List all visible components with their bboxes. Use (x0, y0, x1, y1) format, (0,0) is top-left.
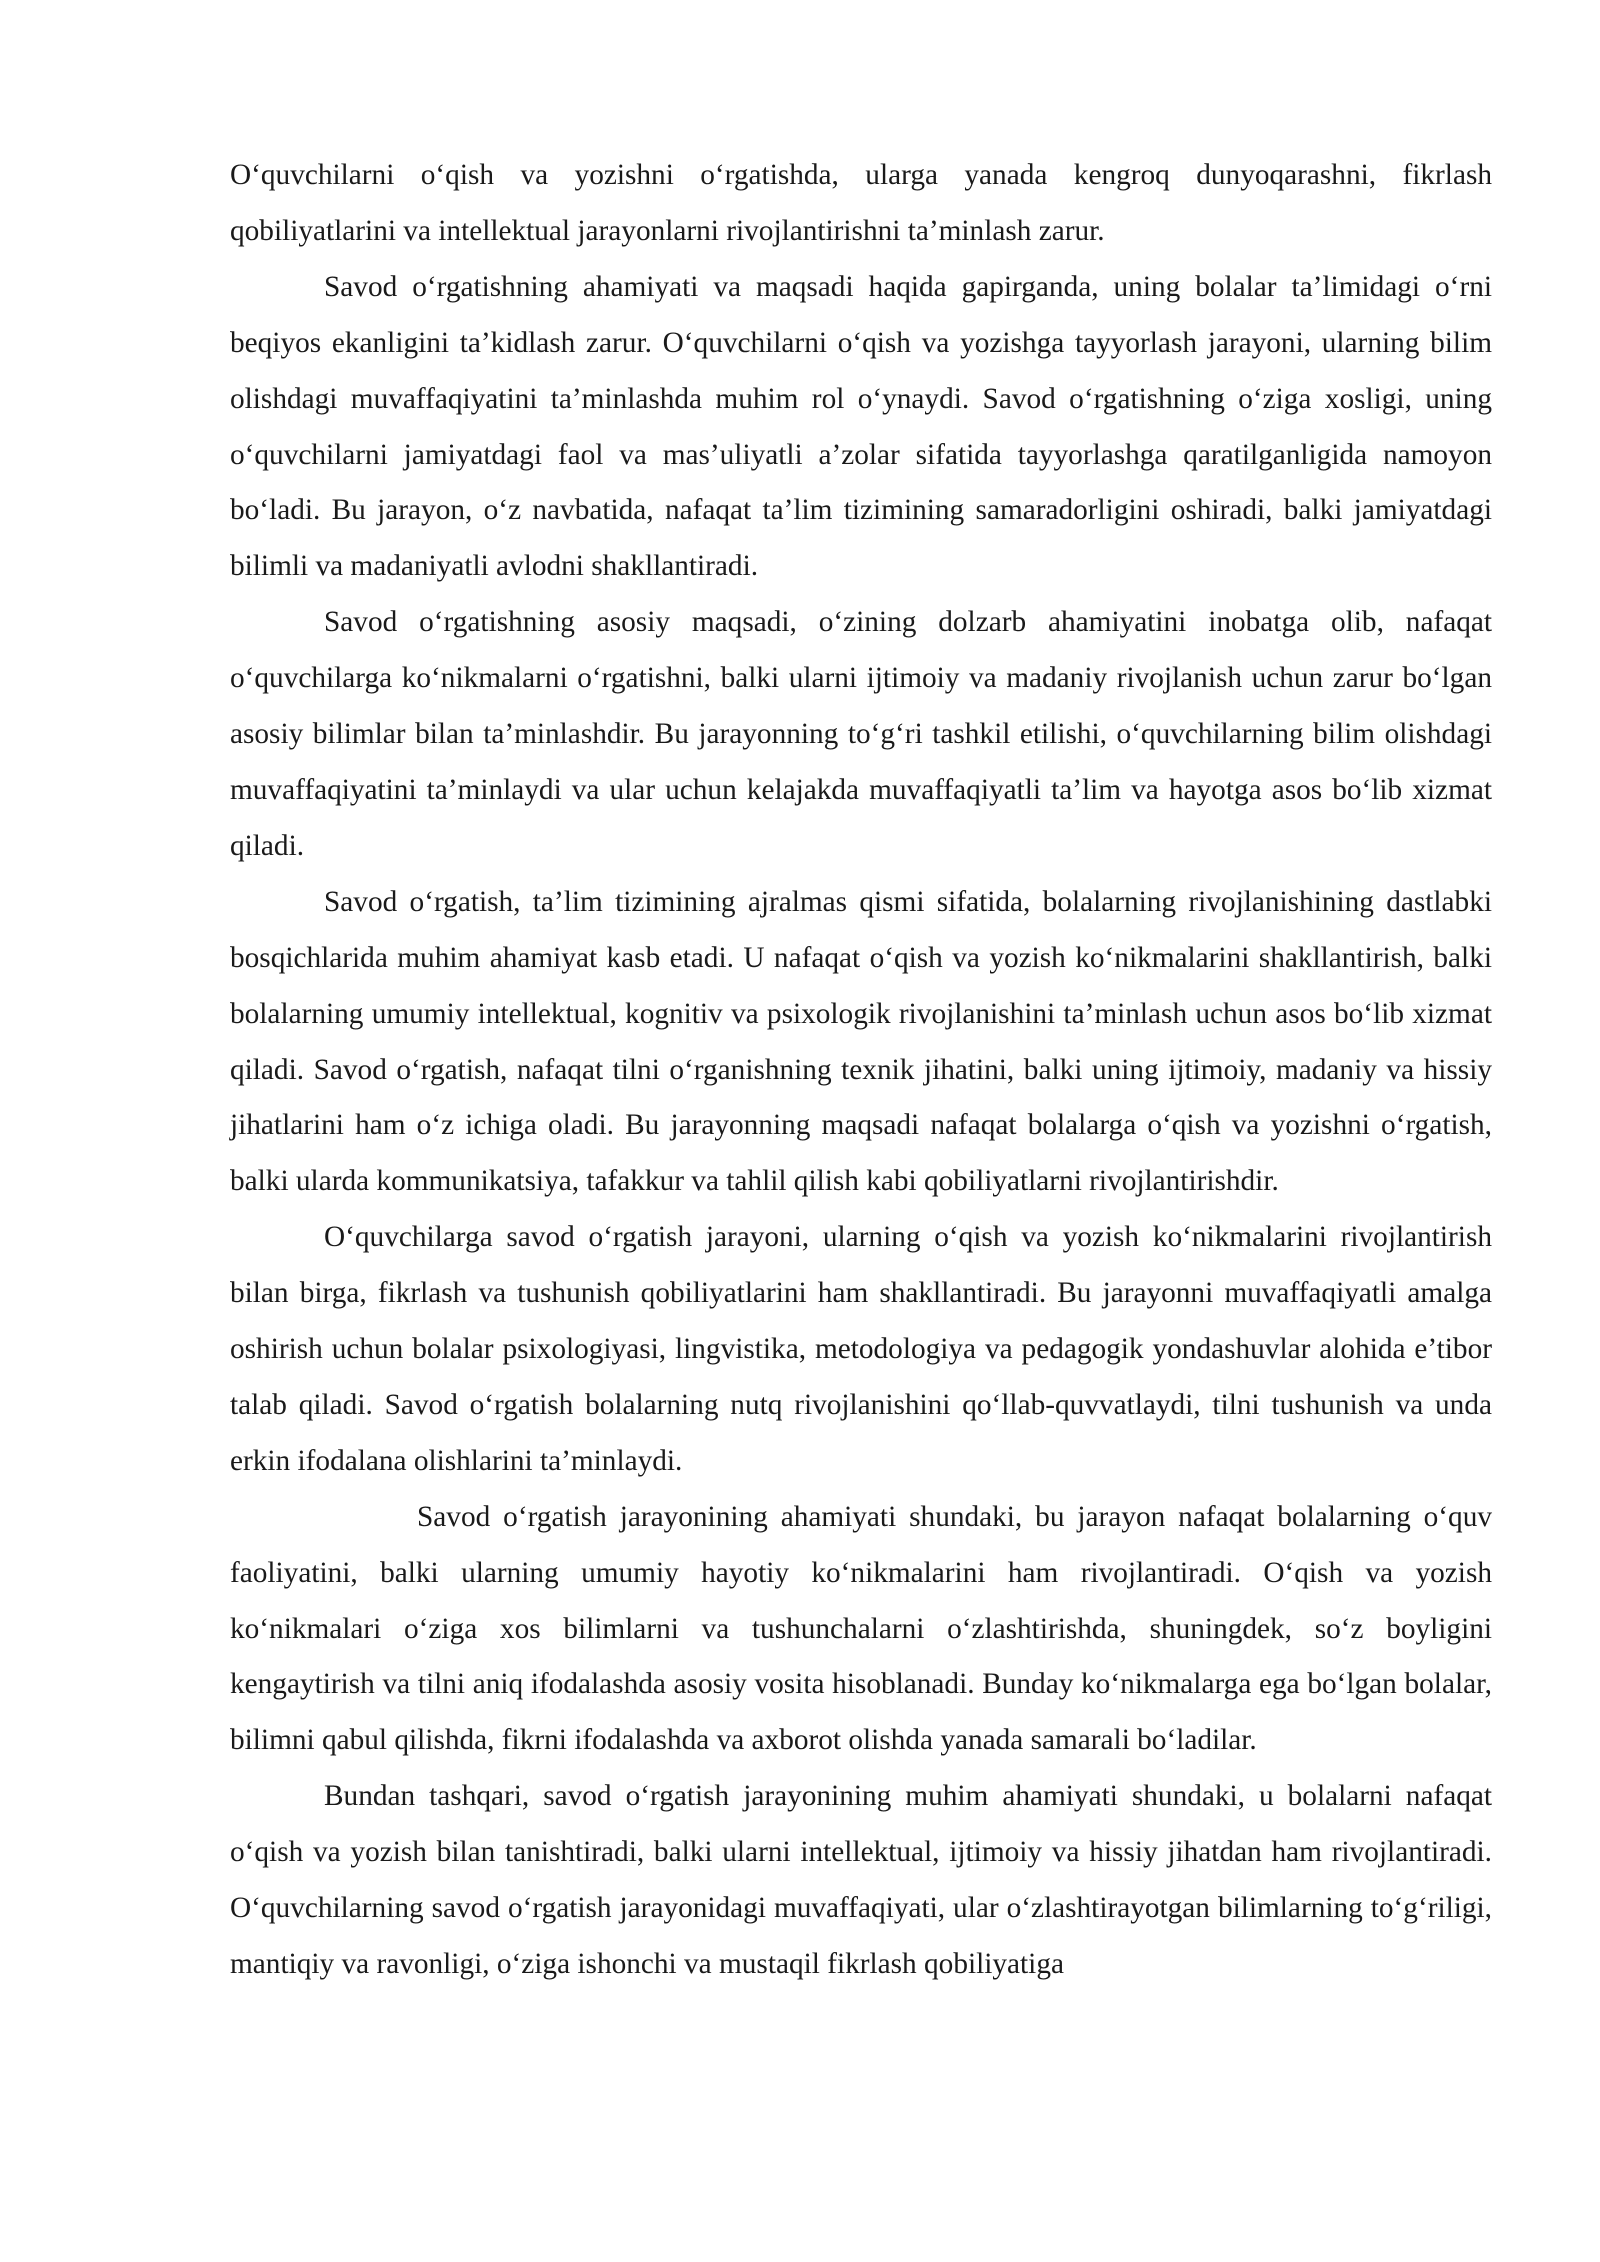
paragraph-3: Savod o‘rgatishning asosiy maqsadi, o‘zining dolzarb ahamiyatini inobatga olib, nafaqat o‘quvchilarga ko‘nikmalarni o‘rgatishni, balki ularni ijtimoiy va madaniy rivojlanish uchun zarur bo‘lgan asosiy bilimlar bilan ta’minlashdir. Bu jarayonning to‘g‘ri tashkil etilishi, o‘quvchilarning bilim olishdagi muvaffaqiyatini ta’minlaydi va ular uchun kelajakda muvaffaqiyatli ta’lim va hayotga asos bo‘lib xizmat qiladi. (230, 606, 1492, 862)
paragraph-1: O‘quvchilarni o‘qish va yozishni o‘rgatishda, ularga yanada kengroq dunyoqarashni, fikrlash qobiliyatlarini va intellektual jarayonlarni rivojlantirishni ta’minlash zarur. (230, 159, 1492, 247)
paragraph-7: Bundan tashqari, savod o‘rgatish jarayonining muhim ahamiyati shundaki, u bolalarni nafaqat o‘qish va yozish bilan tanishtiradi, balki ularni intellektual, ijtimoiy va hissiy jihatdan ham rivojlantiradi. O‘quvchilarning savod o‘rgatish jarayonidagi muvaffaqiyati, ular o‘zlashtirayotgan bilimlarning to‘g‘riligi, mantiqiy va ravonligi, o‘ziga ishonchi va mustaqil fikrlash qobiliyatiga (230, 1780, 1492, 1980)
paragraph-4: Savod o‘rgatish, ta’lim tizimining ajralmas qismi sifatida, bolalarning rivojlanishining dastlabki bosqichlarida muhim ahamiyat kasb etadi. U nafaqat o‘qish va yozish ko‘nikmalarini shakllantirish, balki bolalarning umumiy intellektual, kognitiv va psixologik rivojlanishini ta’minlash uchun asos bo‘lib xizmat qiladi. Savod o‘rgatish, nafaqat tilni o‘rganishning texnik jihatini, balki uning ijtimoiy, madaniy va hissiy jihatlarini ham o‘z ichiga oladi. Bu jarayonning maqsadi nafaqat bolalarga o‘qish va yozishni o‘rgatish, balki ularda kommunikatsiya, tafakkur va tahlil qilish kabi qobiliyatlarni rivojlantirishdir. (230, 885, 1492, 1198)
paragraph-6: Savod o‘rgatish jarayonining ahamiyati shundaki, bu jarayon nafaqat bolalarning o‘quv faoliyatini, balki ularning umumiy hayotiy ko‘nikmalarini ham rivojlantiradi. O‘qish va yozish ko‘nikmalari o‘ziga xos bilimlarni va tushunchalarni o‘zlashtirishda, shuningdek, so‘z boyligini kengaytirish va tilni aniq ifodalashda asosiy vosita hisoblanadi. Bunday ko‘nikmalarga ega bo‘lgan bolalar, bilimni qabul qilishda, fikrni ifodalashda va axborot olishda yanada samarali bo‘ladilar. (230, 1500, 1492, 1757)
paragraph-2: Savod o‘rgatishning ahamiyati va maqsadi haqida gapirganda, uning bolalar ta’limidagi o‘rni beqiyos ekanligini ta’kidlash zarur. O‘quvchilarni o‘qish va yozishga tayyorlash jarayoni, ularning bilim olishdagi muvaffaqiyatini ta’minlashda muhim rol o‘ynaydi. Savod o‘rgatishning o‘ziga xosligi, uning o‘quvchilarni jamiyatdagi faol va mas’uliyatli a’zolar sifatida tayyorlashga qaratilganligida namoyon bo‘ladi. Bu jarayon, o‘z navbatida, nafaqat ta’lim tizimining samaradorligini oshiradi, balki jamiyatdagi bilimli va madaniyatli avlodni shakllantiradi. (230, 270, 1492, 583)
document-page (230, 148, 1492, 1993)
paragraph-5: O‘quvchilarga savod o‘rgatish jarayoni, ularning o‘qish va yozish ko‘nikmalarini rivojlantirish bilan birga, fikrlash va tushunish qobiliyatlarini ham shakllantiradi. Bu jarayonni muvaffaqiyatli amalga oshirish uchun bolalar psixologiyasi, lingvistika, metodologiya va pedagogik yondashuvlar alohida e’tibor talab qiladi. Savod o‘rgatish bolalarning nutq rivojlanishini qo‘llab-quvvatlaydi, tilni tushunish va unda erkin ifodalana olishlarini ta’minlaydi. (230, 1221, 1492, 1477)
